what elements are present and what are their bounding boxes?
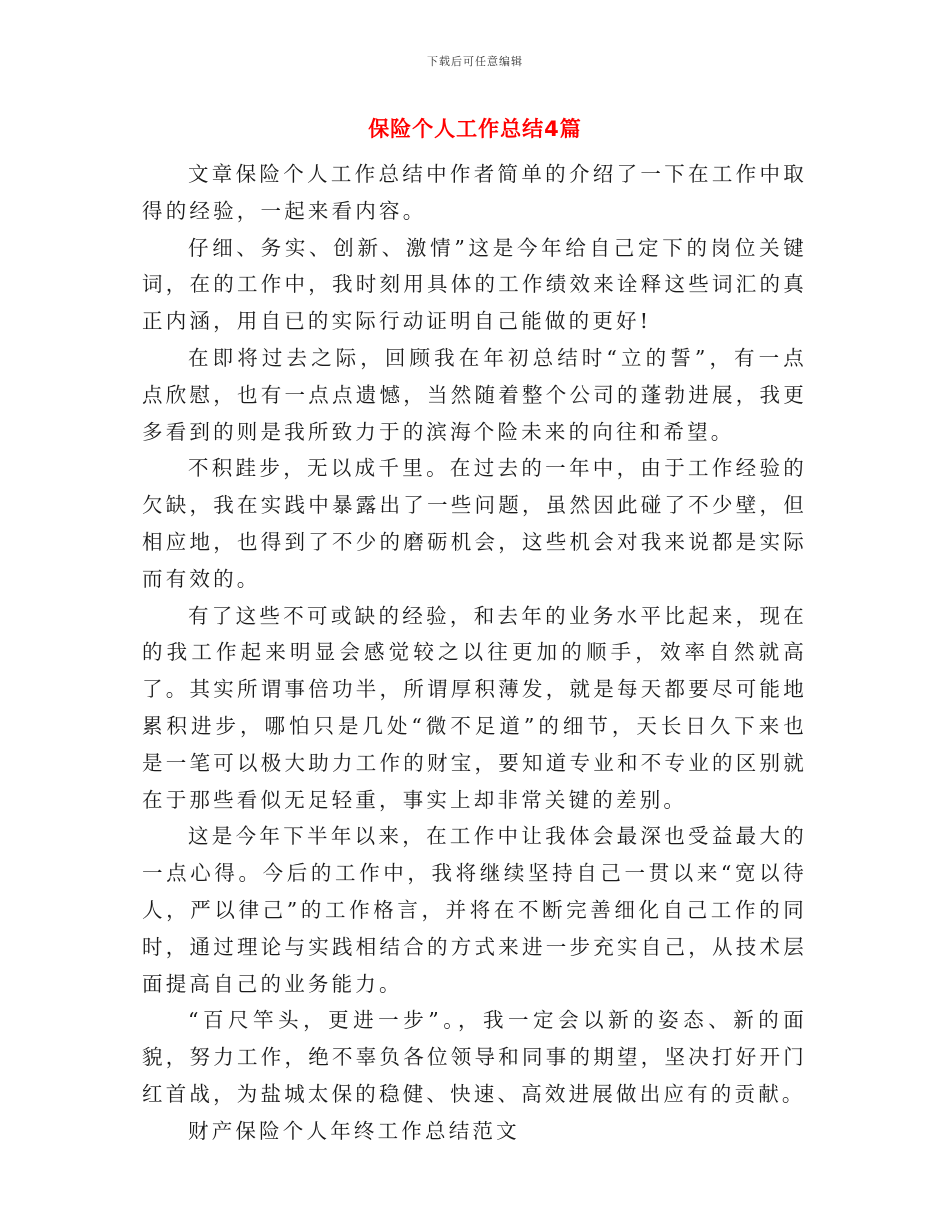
header-note: 下载后可任意编辑 (427, 55, 523, 68)
paragraph-next-section: 财产保险个人年终工作总结范文 (188, 1118, 520, 1143)
paragraph-intro: 文章保险个人工作总结中作者简单的介绍了一下在工作中取得的经验，一起来看内容。 (142, 162, 807, 223)
paragraph-review: 在即将过去之际，回顾我在年初总结时“立的誓”，有一点点欣慰，也有一点点遗憾，当然随着整个公司的蓬勃进展，我更多看到的则是我所致力于的滨海个险未来的向往和希望。 (142, 345, 807, 444)
paragraph-progress: 有了这些不可或缺的经验，和去年的业务水平比起来，现在的我工作起来明显会感觉较之以往更加的顺手，效率自然就高了。其实所谓事倍功半，所谓厚积薄发，就是每天都要尽可能地累积进步，哪怕只是几处“微不足道”的细节，天长日久下来也是一笔可以极大助力工作的财宝，要知道专业和不专业的区别就在于那些看似无足轻重，事实上却非常关键的差别。 (142, 603, 807, 812)
paragraph-keywords: 仔细、务实、创新、激情”这是今年给自己定下的岗位关键词，在的工作中，我时刻用具体的工作绩效来诠释这些词汇的真正内涵，用自已的实际行动证明自己能做的更好! (142, 235, 807, 334)
paragraph-insight: 这是今年下半年以来，在工作中让我体会最深也受益最大的一点心得。今后的工作中，我将继续坚持自己一贯以来“宽以待人，严以律己”的工作格言，并将在不断完善细化自己工作的同时，通过理论与实践相结合的方式来进一步充实自己，从技术层面提高自己的业务能力。 (142, 824, 807, 996)
paragraph-outlook: “百尺竿头，更进一步”。，我一定会以新的姿态、新的面貌，努力工作，绝不辜负各位领导和同事的期望，坚决打好开门红首战，为盐城太保的稳健、快速、高效进展做出应有的贡献。 (142, 1008, 807, 1106)
paragraph-experience: 不积跬步，无以成千里。在过去的一年中，由于工作经验的欠缺，我在实践中暴露出了一些问题，虽然因此碰了不少壁，但相应地，也得到了不少的磨砺机会，这些机会对我来说都是实际而有效的。 (142, 456, 807, 591)
document-title: 保险个人工作总结4篇 (368, 117, 582, 141)
document-body (142, 156, 807, 1150)
